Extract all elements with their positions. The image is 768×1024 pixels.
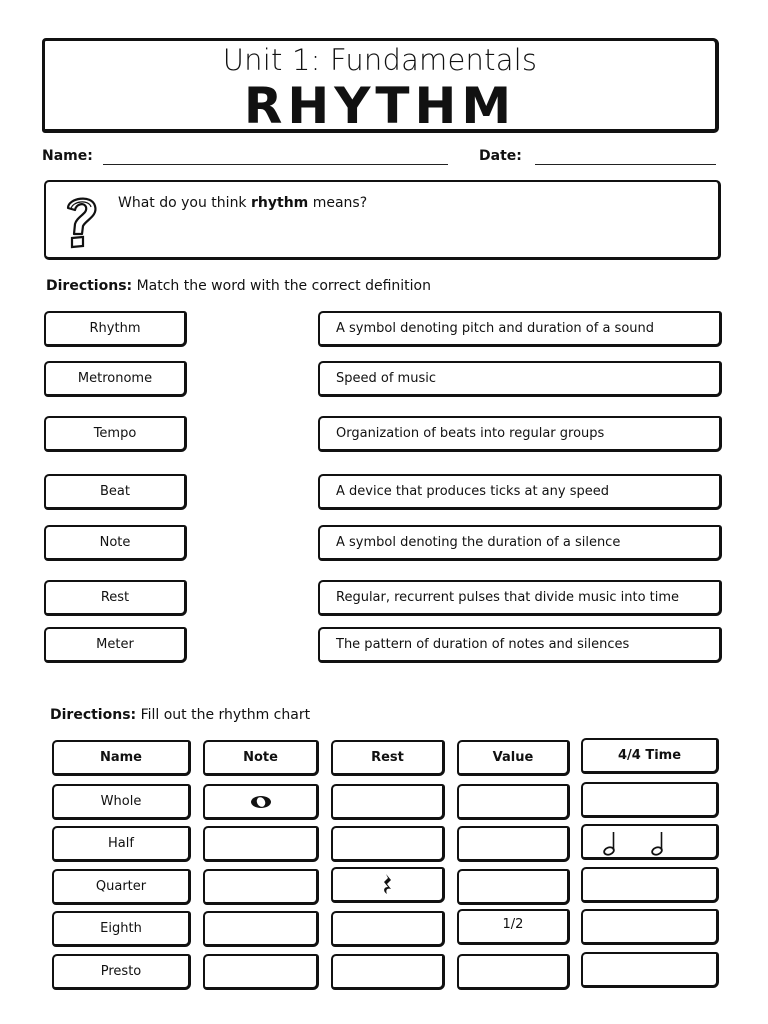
chart-rest-cell[interactable]	[331, 784, 445, 820]
chart-value-cell[interactable]	[457, 954, 570, 990]
definition-box: Organization of beats into regular groups	[318, 416, 722, 452]
question-text: What do you think rhythm means?	[118, 195, 368, 211]
word-box-tempo: Tempo	[44, 416, 187, 452]
page-title: RHYTHM	[243, 77, 517, 135]
definition-box: Speed of music	[318, 361, 722, 397]
chart-header-value: Value	[457, 740, 570, 776]
definition-box: A symbol denoting the duration of a silence	[318, 525, 722, 561]
chart-rest-cell[interactable]	[331, 867, 445, 903]
definition-box: A device that produces ticks at any speed	[318, 474, 722, 510]
definition-box: Regular, recurrent pulses that divide music into time	[318, 580, 722, 616]
chart-rest-cell[interactable]	[331, 826, 445, 862]
chart-row-name: Quarter	[52, 869, 191, 905]
chart-note-cell[interactable]	[203, 784, 319, 820]
chart-header-rest: Rest	[331, 740, 445, 776]
chart-row-name: Whole	[52, 784, 191, 820]
question-box	[44, 180, 721, 260]
word-box-note: Note	[44, 525, 187, 561]
chart-note-cell[interactable]	[203, 869, 319, 905]
chart-value-cell[interactable]	[457, 826, 570, 862]
matching-directions: Directions: Match the word with the correct definition	[46, 278, 431, 294]
chart-value-cell[interactable]	[457, 869, 570, 905]
definition-box: The pattern of duration of notes and silences	[318, 627, 722, 663]
chart-rest-cell[interactable]	[331, 954, 445, 990]
date-label: Date:	[479, 148, 522, 164]
chart-value-cell[interactable]	[457, 784, 570, 820]
chart-header-time: 4/4 Time	[581, 738, 719, 774]
chart-time-cell[interactable]	[581, 824, 719, 860]
name-label: Name:	[42, 148, 93, 164]
chart-row-name: Presto	[52, 954, 191, 990]
two-half-notes-icon	[603, 830, 673, 858]
quarter-rest-icon	[382, 873, 394, 897]
word-box-metronome: Metronome	[44, 361, 187, 397]
definition-box: A symbol denoting pitch and duration of a sound	[318, 311, 722, 347]
question-mark-icon	[62, 194, 102, 250]
chart-time-cell[interactable]	[581, 909, 719, 945]
date-field[interactable]	[535, 164, 716, 165]
word-box-beat: Beat	[44, 474, 187, 510]
word-box-rhythm: Rhythm	[44, 311, 187, 347]
chart-row-name: Half	[52, 826, 191, 862]
word-box-meter: Meter	[44, 627, 187, 663]
chart-note-cell[interactable]	[203, 954, 319, 990]
chart-time-cell[interactable]	[581, 952, 719, 988]
chart-rest-cell[interactable]	[331, 911, 445, 947]
chart-time-cell[interactable]	[581, 782, 719, 818]
chart-header-name: Name	[52, 740, 191, 776]
chart-row-name: Eighth	[52, 911, 191, 947]
title-box	[42, 38, 719, 133]
word-box-rest: Rest	[44, 580, 187, 616]
chart-note-cell[interactable]	[203, 911, 319, 947]
whole-note-icon	[250, 795, 272, 809]
chart-value-cell[interactable]: 1/2	[457, 909, 570, 945]
chart-note-cell[interactable]	[203, 826, 319, 862]
chart-header-note: Note	[203, 740, 319, 776]
chart-directions: Directions: Fill out the rhythm chart	[50, 707, 311, 723]
chart-time-cell[interactable]	[581, 867, 719, 903]
name-field[interactable]	[103, 164, 448, 165]
unit-title: Unit 1: Fundamentals	[222, 43, 538, 77]
